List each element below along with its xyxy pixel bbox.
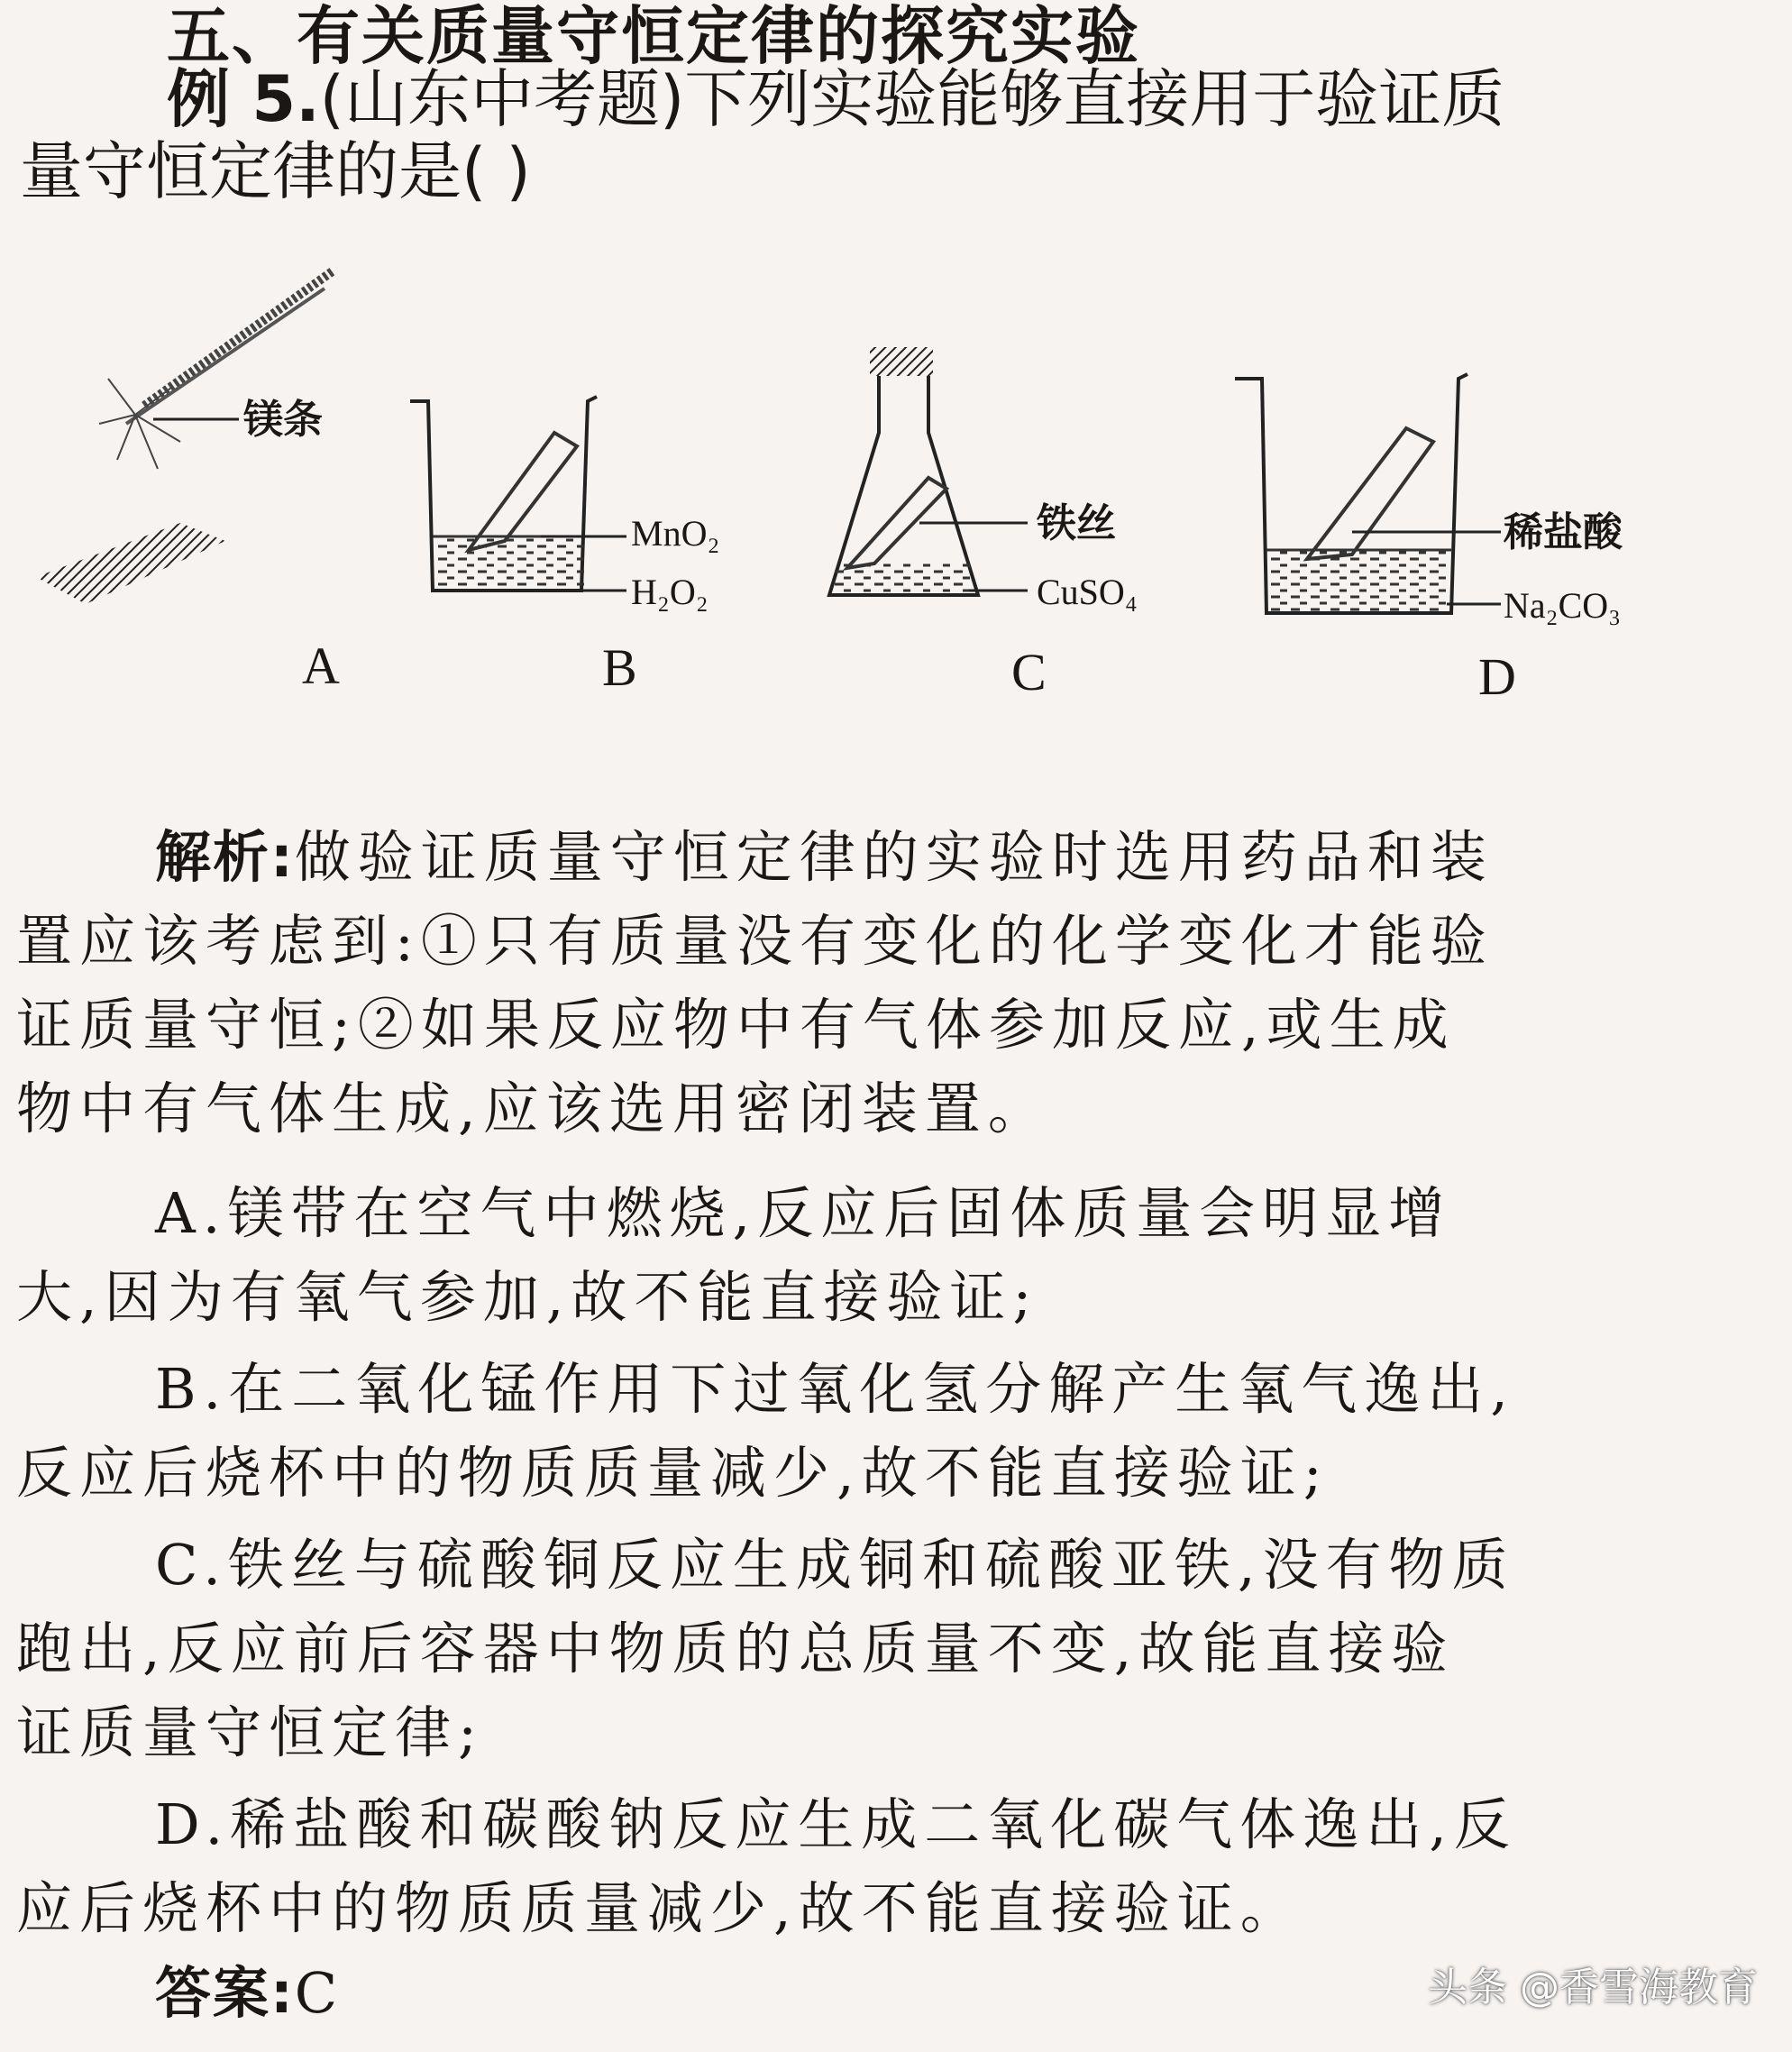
analysis-line-13: 应后烧杯中的物质质量减少,故不能直接验证。 [16, 1875, 1303, 1941]
label-na2co3: Na₂CO₃ [1504, 585, 1622, 626]
label-dilute-hcl: 稀盐酸 [1504, 509, 1623, 555]
analysis-line-2: 置应该考虑到:①只有质量没有变化的化学变化才能验 [16, 908, 1494, 974]
label-h2o2: H₂O₂ [631, 572, 709, 612]
test-tube-d [1307, 428, 1433, 559]
question-label: 例 5. [167, 62, 320, 136]
analysis-line-11: 证质量守恒定律; [16, 1699, 484, 1765]
analysis-line-10: 跑出,反应前后容器中物质的总质量不变,故能直接验 [16, 1616, 1455, 1681]
apparatus-c [829, 347, 1138, 701]
question-text-1: (山东中考题)下列实验能够直接用于验证质 [319, 62, 1505, 136]
question-line-1 [167, 63, 1792, 135]
option-d-letter: D [1478, 647, 1516, 706]
analysis-line-6: 大,因为有氧气参加,故不能直接验证; [16, 1264, 1039, 1330]
answer-label: 答案: [155, 1960, 295, 2026]
experiment-figure [0, 252, 1792, 757]
label-magnesium: 镁条 [243, 397, 323, 443]
label-mno2: MnO₂ [631, 513, 720, 554]
apparatus-d [1235, 374, 1623, 706]
apparatus-a [36, 270, 340, 695]
analysis-line-12: D.稀盐酸和碳酸钠反应生成二氧化碳气体逸出,反 [155, 1791, 1517, 1857]
analysis-text-1: 做验证质量守恒定律的实验时选用药品和装 [294, 824, 1494, 890]
analysis-line-4: 物中有气体生成,应该选用密闭装置。 [16, 1076, 1051, 1141]
test-tube-b [469, 433, 577, 550]
answer-value: C [294, 1960, 345, 2026]
stopper-c [870, 347, 933, 376]
option-c-letter: C [1011, 643, 1047, 701]
crucible-tongs [144, 270, 334, 406]
liquid-d [1268, 550, 1449, 611]
label-cuso4: CuSO₄ [1037, 572, 1138, 612]
analysis-line-1 [155, 825, 1792, 890]
option-a-letter: A [302, 637, 340, 695]
question-line-2: 量守恒定律的是( ) [20, 134, 531, 208]
asbestos-mesh [36, 523, 225, 604]
liquid-b [434, 536, 584, 589]
option-b-letter: B [602, 638, 637, 697]
section-title: 五、有关质量守恒定律的探究实验 [167, 0, 1140, 73]
apparatus-b [410, 397, 719, 697]
analysis-line-3: 证质量守恒;②如果反应物中有气体参加反应,或生成 [16, 992, 1456, 1058]
analysis-label: 解析: [155, 824, 295, 890]
analysis-line-7: B.在二氧化锰作用下过氧化氢分解产生氧气逸出, [155, 1356, 1515, 1422]
label-iron-wire: 铁丝 [1037, 500, 1116, 546]
analysis-line-8: 反应后烧杯中的物质质量减少,故不能直接验证; [16, 1440, 1330, 1506]
analysis-line-9: C.铁丝与硫酸铜反应生成铜和硫酸亚铁,没有物质 [155, 1532, 1515, 1598]
analysis-line-5: A.镁带在空气中燃烧,反应后固体质量会明显增 [155, 1180, 1452, 1246]
watermark: 头条 @香雪海教育 [1428, 1965, 1758, 2011]
